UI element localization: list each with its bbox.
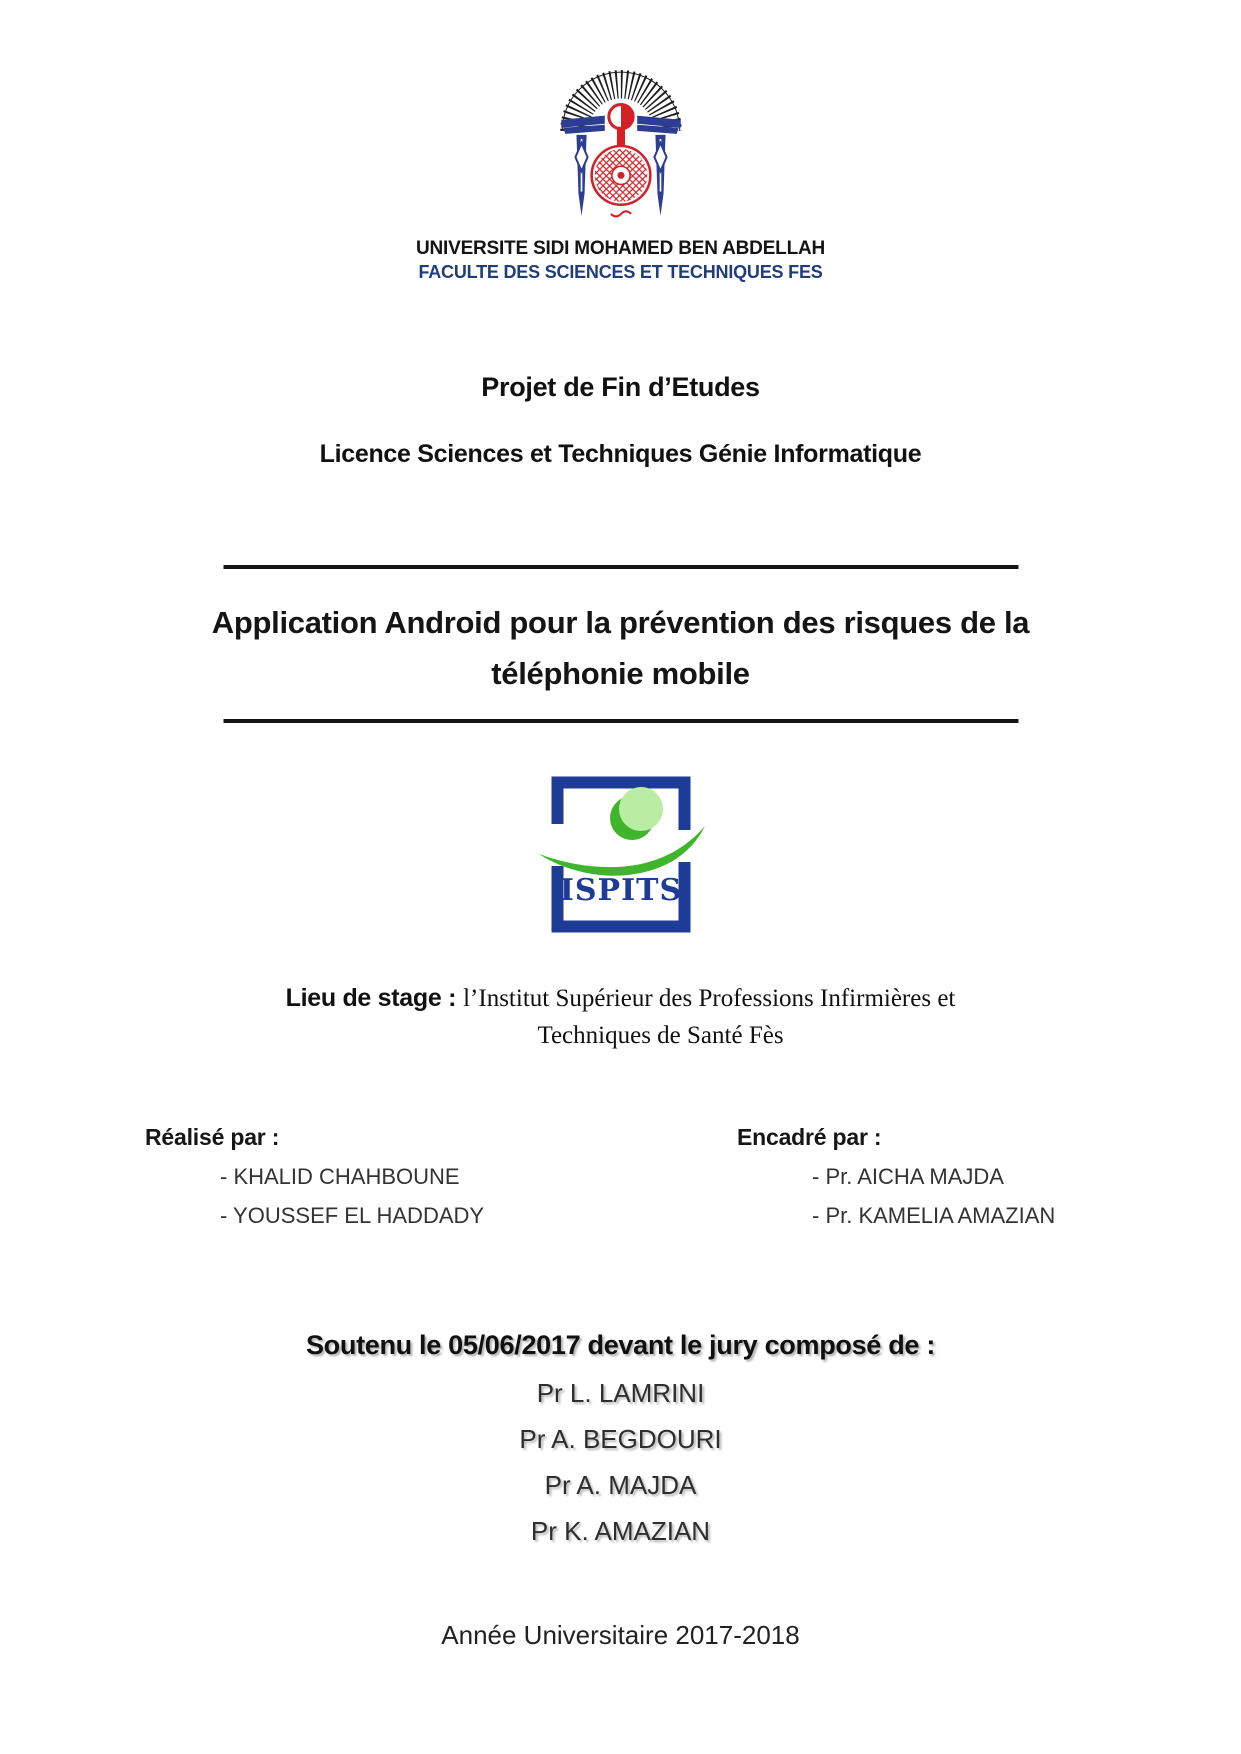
supervisors-label: Encadré par : [737, 1124, 882, 1150]
supervisor-item: - Pr. KAMELIA AMAZIAN [812, 1203, 1056, 1228]
internship-place-line2: Techniques de Santé Fès [537, 1022, 784, 1049]
author-item: - KHALID CHAHBOUNE [220, 1164, 460, 1189]
jury-member: Pr A. BEGDOURI [519, 1424, 722, 1454]
jury-list [0, 1370, 1241, 1554]
academic-year: Année Universitaire 2017-2018 [441, 1620, 800, 1650]
university-name: UNIVERSITE SIDI MOHAMED BEN ABDELLAH [415, 238, 826, 259]
faculty-name: FACULTE DES SCIENCES ET TECHNIQUES FES [418, 262, 823, 282]
university-emblem [560, 64, 682, 231]
ispits-wordmark: ISPITS [559, 873, 682, 908]
project-type: Projet de Fin d’Etudes [481, 372, 760, 402]
defense-intro: Soutenu le 05/06/2017 devant le jury composé de : [305, 1330, 936, 1360]
authors-label: Réalisé par : [145, 1124, 280, 1150]
usmba-emblem-icon [560, 64, 682, 226]
internship-line1 [0, 984, 1241, 1013]
internship-place-line1: l’Institut Supérieur des Professions Infirmières et [463, 985, 956, 1012]
report-title-line2: téléphonie mobile [491, 656, 750, 691]
report-title [0, 597, 1241, 699]
title-rule-top [223, 565, 1018, 569]
ispits-logo-icon [521, 770, 721, 940]
author-item: - YOUSSEF EL HADDADY [220, 1203, 485, 1228]
jury-member: Pr A. MAJDA [544, 1470, 697, 1500]
report-title-line1: Application Android pour la prévention des risques de la [211, 605, 1030, 640]
authors-block [145, 1124, 615, 1229]
degree-name: Licence Sciences et Techniques Génie Informatique [319, 440, 922, 468]
jury-member: Pr K. AMAZIAN [530, 1516, 711, 1546]
jury-member: Pr L. LAMRINI [536, 1378, 705, 1408]
supervisors-block [737, 1124, 1207, 1229]
supervisor-item: - Pr. AICHA MAJDA [812, 1164, 1004, 1189]
ispits-logo [521, 770, 721, 945]
internship-label: Lieu de stage : [285, 984, 457, 1012]
title-rule-bottom [223, 719, 1018, 723]
